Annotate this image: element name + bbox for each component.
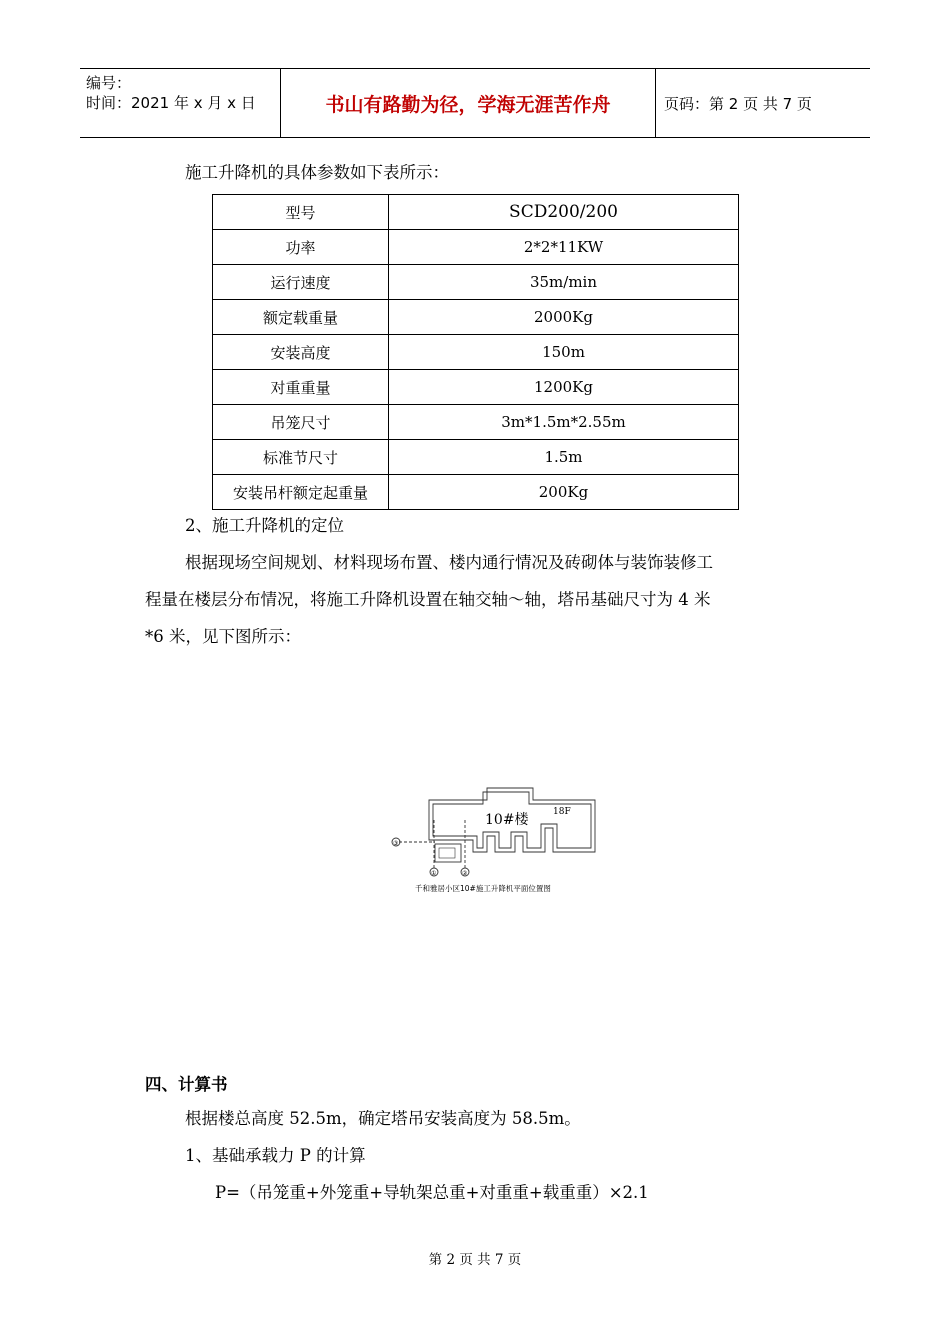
header-page-info: 页码：第 2 页 共 7 页 <box>664 94 812 113</box>
param-key: 吊笼尺寸 <box>213 405 389 440</box>
floors-label: 18F <box>553 807 571 817</box>
param-key: 额定载重量 <box>213 300 389 335</box>
table-row <box>213 300 739 335</box>
param-value: SCD200/200 <box>389 195 739 230</box>
axis-2-label: ② <box>462 870 468 877</box>
axis-1-label: ① <box>431 870 437 877</box>
table-row <box>213 335 739 370</box>
header-meta <box>80 69 280 137</box>
axis-3-label: ③ <box>393 840 399 847</box>
table-row <box>213 230 739 265</box>
section-2-heading: 2、施工升降机的定位 <box>185 516 344 535</box>
header-slogan: 书山有路勤为径，学海无涯苦作舟 <box>280 69 656 137</box>
param-value: 1200Kg <box>389 370 739 405</box>
param-value: 35m/min <box>389 265 739 300</box>
formula: P=（吊笼重+外笼重+导轨架总重+对重重+载重重）×2.1 <box>215 1183 649 1202</box>
param-value: 150m <box>389 335 739 370</box>
param-key: 运行速度 <box>213 265 389 300</box>
section-4-subheading: 1、基础承载力 P 的计算 <box>185 1146 366 1165</box>
table-row <box>213 475 739 510</box>
param-value: 2*2*11KW <box>389 230 739 265</box>
section-4-heading: 四、计算书 <box>145 1075 228 1094</box>
param-value: 3m*1.5m*2.55m <box>389 405 739 440</box>
section-4-line-1: 根据楼总高度 52.5m，确定塔吊安装高度为 58.5m。 <box>185 1109 581 1128</box>
param-value: 1.5m <box>389 440 739 475</box>
page-header <box>80 68 870 138</box>
table-row <box>213 265 739 300</box>
param-key: 型号 <box>213 195 389 230</box>
param-key: 安装吊杆额定起重量 <box>213 475 389 510</box>
section-2-line-3: *6 米，见下图所示： <box>145 627 301 646</box>
table-row <box>213 440 739 475</box>
doc-time: 时间：2021 年 x 月 x 日 <box>86 94 256 112</box>
table-row <box>213 370 739 405</box>
param-key: 标准节尺寸 <box>213 440 389 475</box>
building-label: 10#楼 <box>485 812 529 828</box>
section-2-line-1: 根据现场空间规划、材料现场布置、楼内通行情况及砖砌体与装饰装修工 <box>185 553 713 572</box>
param-key: 安装高度 <box>213 335 389 370</box>
figure-caption: 千和雅居小区10#施工升降机平面位置图 <box>415 884 551 893</box>
parameters-table <box>212 194 739 510</box>
param-key: 对重重量 <box>213 370 389 405</box>
param-value: 2000Kg <box>389 300 739 335</box>
table-row <box>213 195 739 230</box>
param-key: 功率 <box>213 230 389 265</box>
table-row <box>213 405 739 440</box>
page-footer: 第 2 页 共 7 页 <box>428 1252 522 1268</box>
elevator-position-figure <box>385 780 600 900</box>
table-intro: 施工升降机的具体参数如下表所示： <box>185 163 449 182</box>
param-value: 200Kg <box>389 475 739 510</box>
section-2-line-2: 程量在楼层分布情况，将施工升降机设置在轴交轴～轴，塔吊基础尺寸为 4 米 <box>145 590 711 609</box>
doc-number: 编号： <box>86 74 132 92</box>
